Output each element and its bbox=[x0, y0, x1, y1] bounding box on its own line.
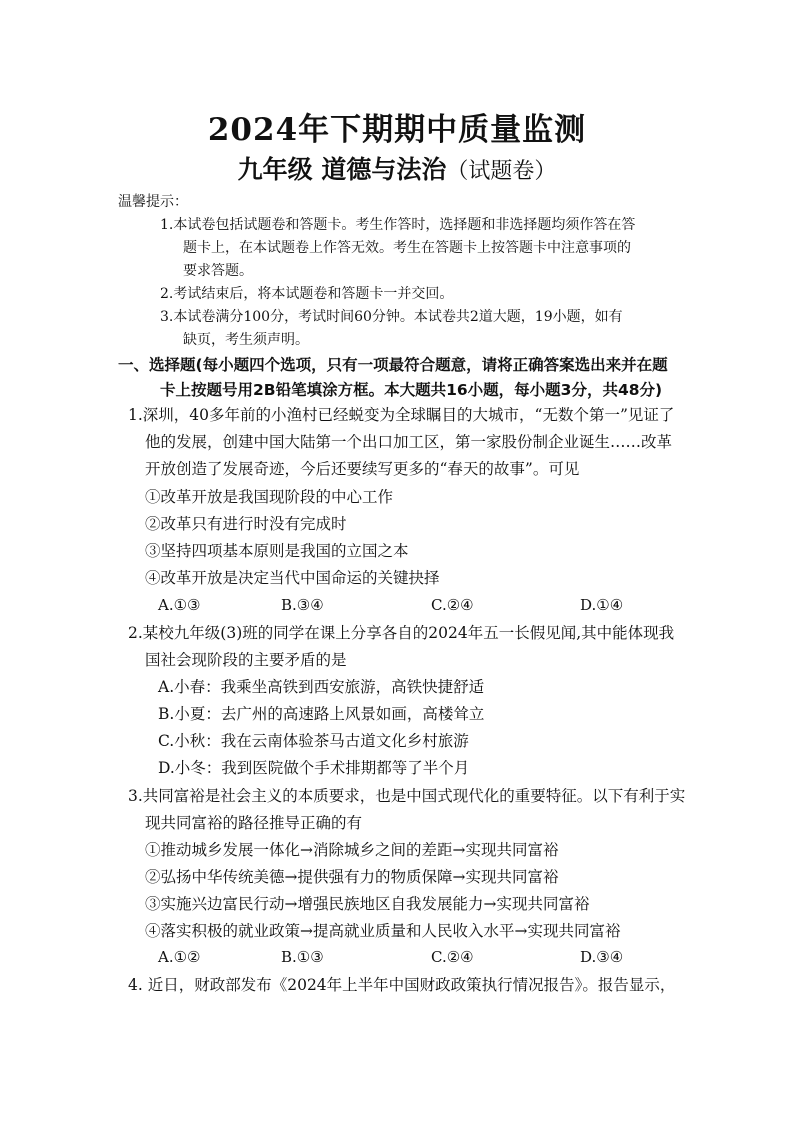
question-stem: 4. 近日，财政部发布《2024年上半年中国财政政策执行情况报告》。报告显示， bbox=[128, 976, 676, 994]
question-stem: 现共同富裕的路径推导正确的有 bbox=[145, 814, 363, 832]
answer-option: C.②④ bbox=[431, 948, 474, 966]
notice-line: 2.考试结束后，将本试题卷和答题卡一并交回。 bbox=[160, 286, 454, 302]
answer-option: B.小夏：去广州的高速路上风景如画，高楼耸立 bbox=[158, 705, 485, 723]
question-item: ③实施兴边富民行动→增强民族地区自我发展能力→实现共同富裕 bbox=[145, 895, 590, 913]
answer-option: D.小冬：我到医院做个手术排期都等了半个月 bbox=[158, 759, 470, 777]
answer-option: A.小春：我乘坐高铁到西安旅游，高铁快捷舒适 bbox=[158, 678, 485, 696]
question-stem: 3.共同富裕是社会主义的本质要求，也是中国式现代化的重要特征。以下有利于实 bbox=[128, 787, 686, 805]
question-item: ①改革开放是我国现阶段的中心工作 bbox=[145, 488, 394, 506]
question-item: ④改革开放是决定当代中国命运的关键抉择 bbox=[145, 569, 440, 587]
notice-line: 题卡上，在本试题卷上作答无效。考生在答题卡上按答题卡中注意事项的 bbox=[183, 240, 631, 256]
answer-option: A.①② bbox=[158, 948, 201, 966]
notice-line: 3.本试卷满分100分，考试时间60分钟。本试卷共2道大题，19小题，如有 bbox=[160, 309, 623, 325]
answer-option: A.①③ bbox=[158, 596, 201, 614]
subtitle-main: 九年级 道德与法治 bbox=[237, 155, 447, 184]
notice-heading: 温馨提示： bbox=[118, 194, 188, 210]
answer-option: B.①③ bbox=[281, 948, 324, 966]
subtitle-paren: （试题卷） bbox=[446, 159, 557, 184]
question-item: ④落实积极的就业政策→提高就业质量和人民收入水平→实现共同富裕 bbox=[145, 922, 621, 940]
question-stem: 开放创造了发展奇迹，今后还要续写更多的“春天的故事”。可见 bbox=[145, 460, 580, 478]
notice-line: 缺页，考生须声明。 bbox=[183, 332, 309, 348]
answer-option: C.②④ bbox=[431, 596, 474, 614]
question-stem: 国社会现阶段的主要矛盾的是 bbox=[145, 651, 347, 669]
answer-option: D.③④ bbox=[580, 948, 624, 966]
question-item: ①推动城乡发展一体化→消除城乡之间的差距→实现共同富裕 bbox=[145, 841, 559, 859]
answer-option: C.小秋：我在云南体验茶马古道文化乡村旅游 bbox=[158, 732, 469, 750]
question-item: ②改革只有进行时没有完成时 bbox=[145, 515, 347, 533]
question-stem: 2.某校九年级(3)班的同学在课上分享各自的2024年五一长假见闻,其中能体现我 bbox=[128, 624, 675, 642]
question-item: ③坚持四项基本原则是我国的立国之本 bbox=[145, 542, 409, 560]
question-stem: 1.深圳，40多年前的小渔村已经蜕变为全球瞩目的大城市，“无数个第一”见证了 bbox=[128, 406, 675, 424]
question-item: ②弘扬中华传统美德→提供强有力的物质保障→实现共同富裕 bbox=[145, 868, 559, 886]
answer-option: D.①④ bbox=[580, 596, 624, 614]
exam-subtitle bbox=[0, 150, 794, 186]
notice-line: 要求答题。 bbox=[183, 263, 253, 279]
question-stem: 他的发展，创建中国大陆第一个出口加工区，第一家股份制企业诞生……改革 bbox=[145, 433, 673, 451]
exam-title: 2024年下期期中质量监测 bbox=[207, 112, 587, 148]
answer-option: B.③④ bbox=[281, 596, 324, 614]
section-heading: 一、选择题(每小题四个选项，只有一项最符合题意，请将正确答案选出来并在题 bbox=[118, 356, 668, 374]
notice-line: 1.本试卷包括试题卷和答题卡。考生作答时，选择题和非选择题均须作答在答 bbox=[160, 217, 636, 233]
section-heading: 卡上按题号用2B铅笔填涂方框。本大题共16小题，每小题3分，共48分) bbox=[160, 381, 663, 399]
